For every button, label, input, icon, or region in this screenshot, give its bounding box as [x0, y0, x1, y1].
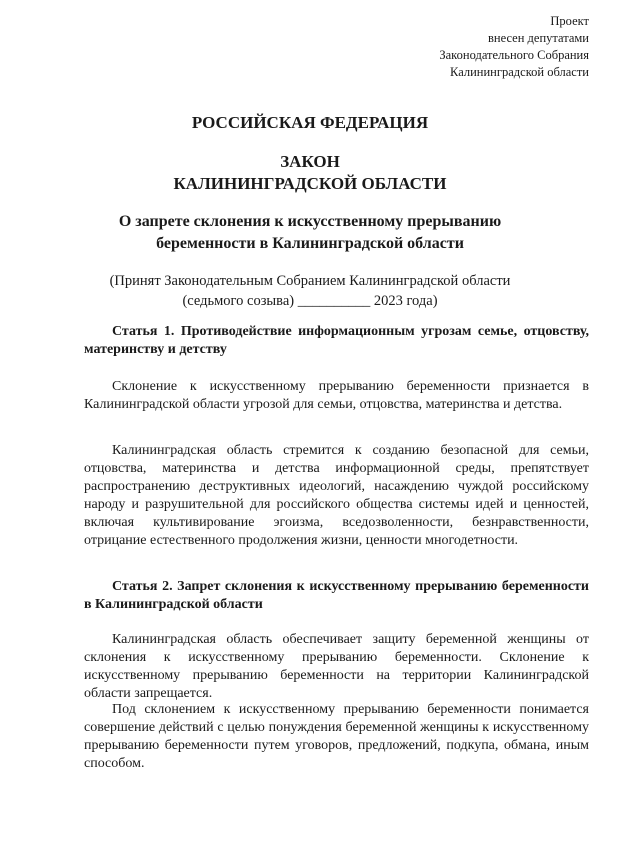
article-2-paragraph-1: Калининградская область обеспечивает защиту беременной женщины от склонения к искусственному прерыванию беременности. Склонение к искусственному прерыванию беременности на территории Калининградской области запрещается.	[84, 632, 589, 701]
stamp-line: внесен депутатами	[488, 31, 589, 45]
law-heading	[0, 151, 620, 195]
law-title-line: беременности в Калининградской области	[156, 235, 464, 252]
adoption-note-line: (Принят Законодательным Собранием Калининградской области	[109, 273, 511, 289]
law-title-line: О запрете склонения к искусственному прерыванию	[118, 213, 502, 230]
stamp-line: Проект	[550, 14, 589, 28]
draft-stamp	[439, 13, 589, 81]
stamp-line: Калининградской области	[450, 65, 589, 79]
law-title	[0, 211, 620, 255]
stamp-line: Законодательного Собрания	[439, 48, 589, 62]
law-region: КАЛИНИНГРАДСКОЙ ОБЛАСТИ	[173, 174, 447, 193]
article-1-heading: Статья 1. Противодействие информационным угрозам семье, отцовству, материнству и детству	[84, 324, 589, 357]
adoption-note	[0, 271, 620, 311]
federation-heading: РОССИЙСКАЯ ФЕДЕРАЦИЯ	[191, 113, 429, 132]
article-2-heading: Статья 2. Запрет склонения к искусственному прерыванию беременности в Калининградской области	[84, 579, 589, 612]
law-word: ЗАКОН	[280, 152, 340, 171]
adoption-note-line: (седьмого созыва) __________ 2023 года)	[182, 293, 438, 309]
article-1-paragraph-2: Калининградская область стремится к созданию безопасной для семьи, отцовства, материнства и детства информационной среды, препятствует распространению деструктивных идеологий, насаждению чуждой российскому народу и разрушительной для российского общества системы идей и ценностей, включая культивирование эгоизма, вседозволенности, безнравственности, отрицание естественного продолжения жизни, ценности многодетности.	[84, 443, 589, 548]
article-1-paragraph-1: Склонение к искусственному прерыванию беременности признается в Калининградской области угрозой для семьи, отцовства, материнства и детства.	[84, 379, 589, 412]
article-2-paragraph-2: Под склонением к искусственному прерыванию беременности понимается совершение действий с целью понуждения беременной женщины к искусственному прерыванию беременности путем уговоров, предложений, подкупа, обмана, иным способом.	[84, 702, 589, 771]
